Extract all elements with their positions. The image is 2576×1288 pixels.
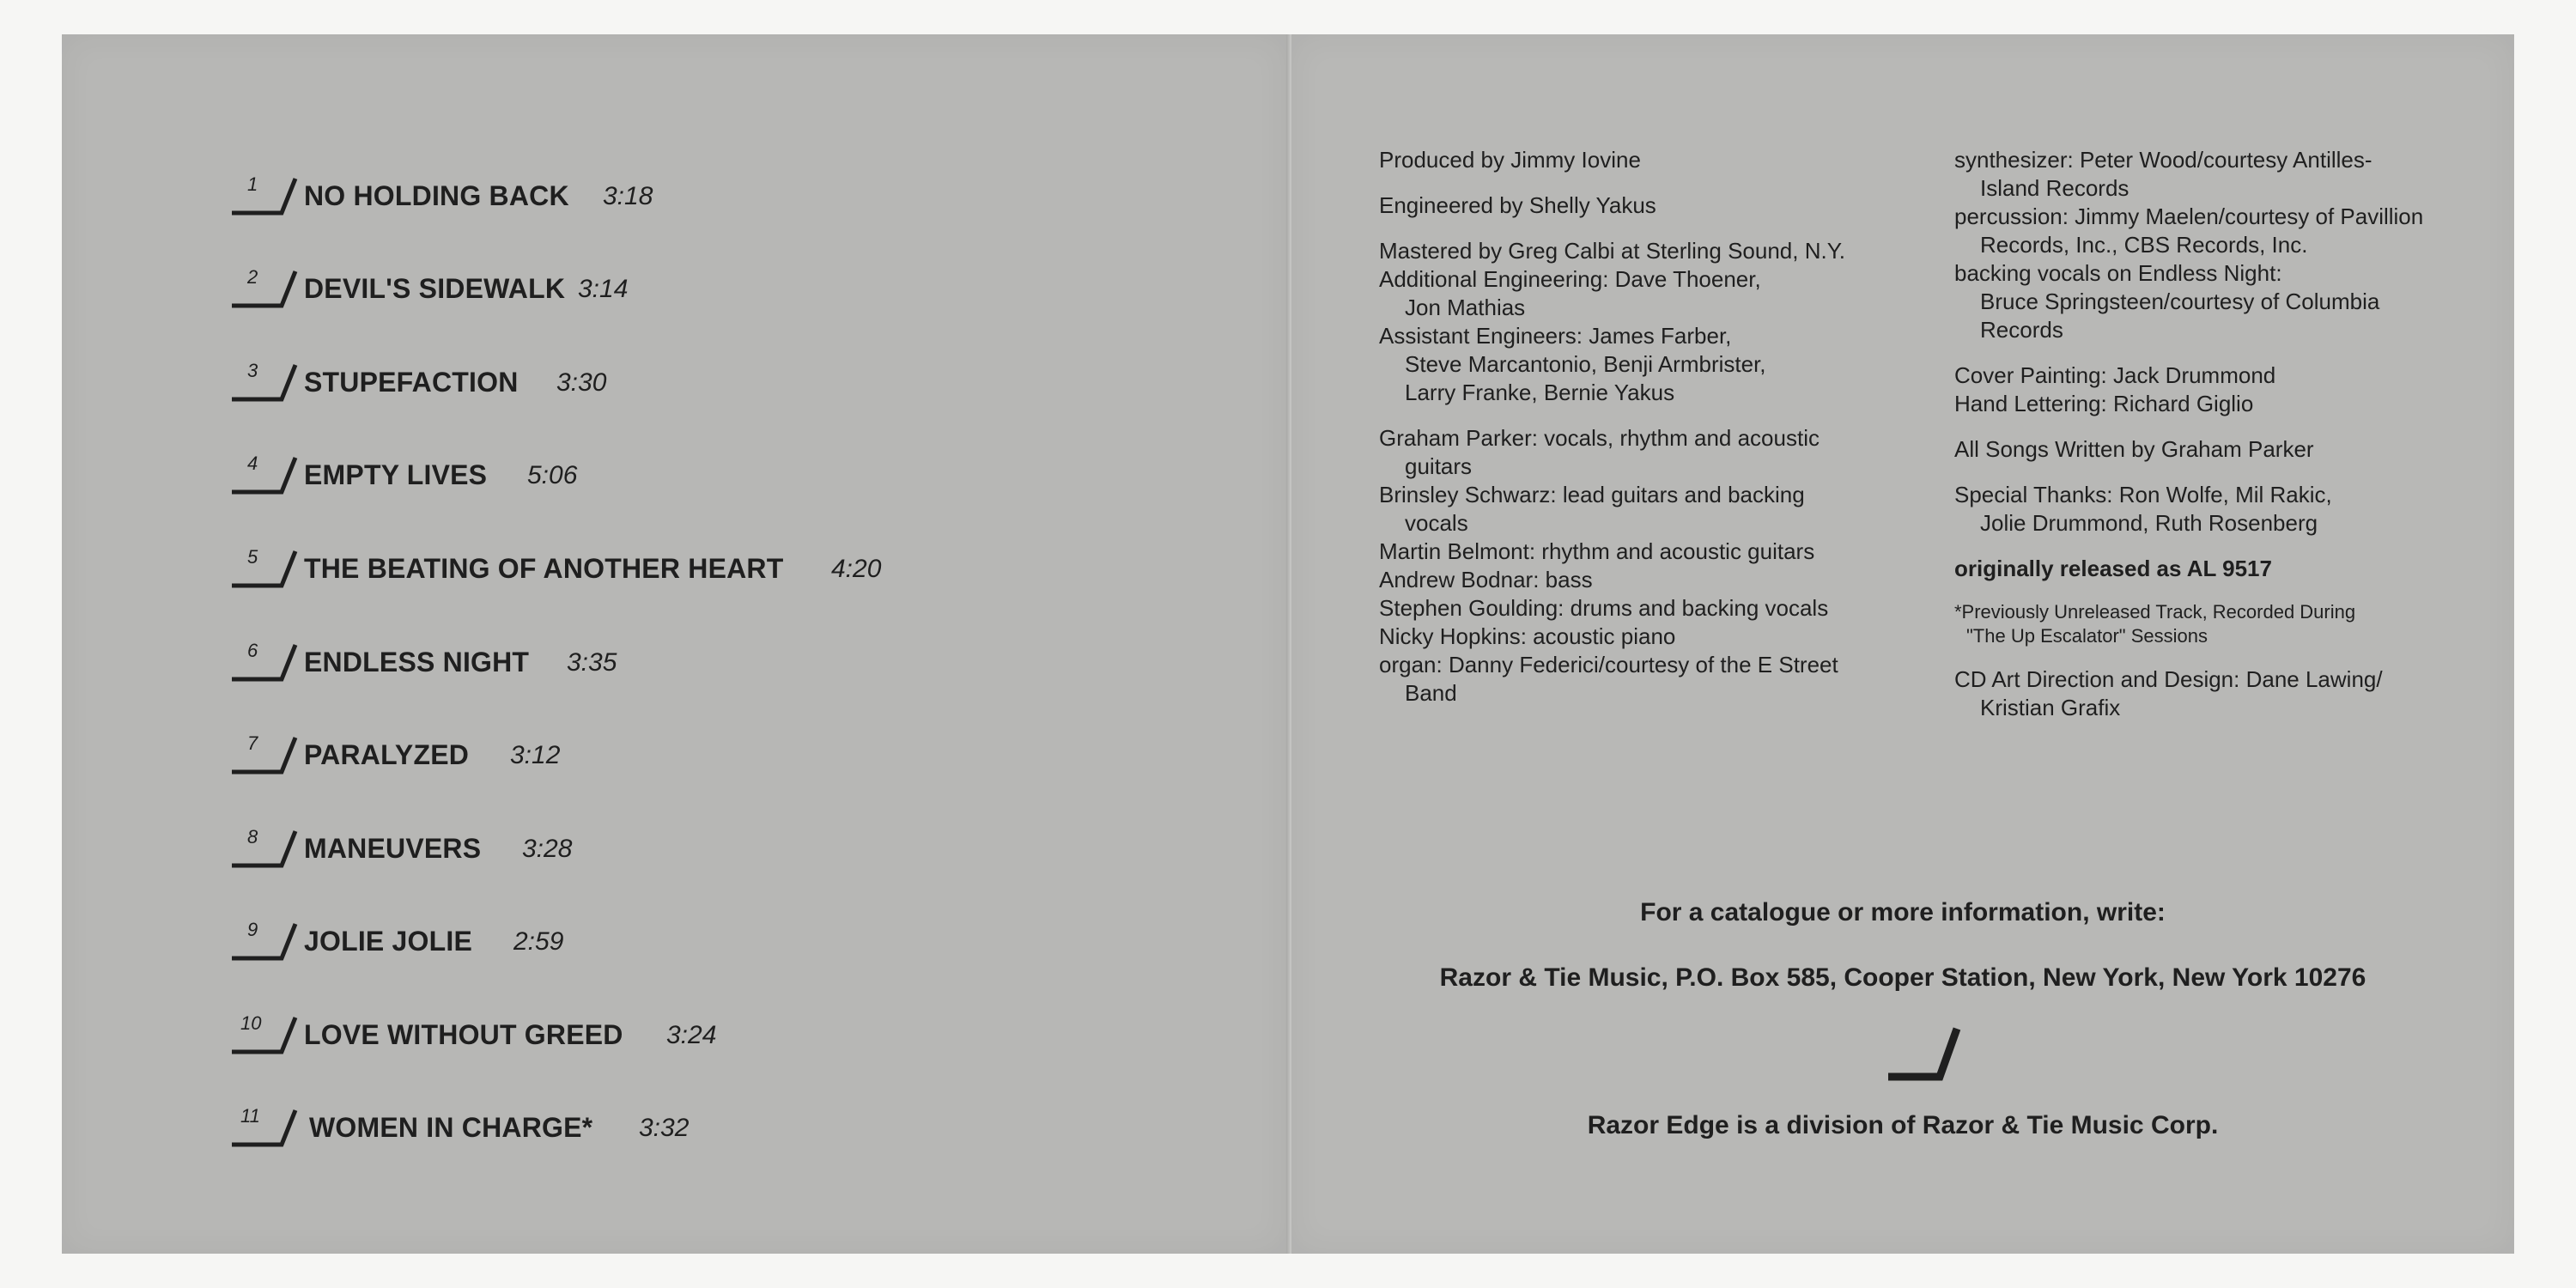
- guest-credit-cont: Records: [1980, 317, 2063, 343]
- assistant-engineers-cont: Steve Marcantonio, Benji Armbrister,: [1405, 351, 1766, 377]
- razor-mark-icon: [230, 731, 307, 782]
- track-number: 9: [247, 919, 258, 940]
- hand-lettering-credit: Hand Lettering: Richard Giglio: [1954, 391, 2254, 416]
- division-statement: Razor Edge is a division of Razor & Tie Music Corp.: [1587, 1111, 2219, 1139]
- razor-edge-logo-icon: [1885, 1022, 1988, 1091]
- footnote-cont: "The Up Escalator" Sessions: [1966, 625, 2208, 647]
- track-title: PARALYZED: [304, 739, 470, 770]
- razor-mark-icon: [230, 358, 307, 410]
- assistant-engineers-cont: Larry Franke, Bernie Yakus: [1405, 380, 1675, 405]
- musician-credit: Andrew Bodnar: bass: [1379, 567, 1593, 592]
- musician-credit: Brinsley Schwarz: lead guitars and backing: [1379, 482, 1805, 507]
- mailing-address: Razor & Tie Music, P.O. Box 585, Cooper Station, New York, New York 10276: [1439, 963, 2366, 992]
- track-time: 3:35: [567, 648, 617, 677]
- razor-mark-icon: [230, 544, 307, 596]
- musician-credit: Graham Parker: vocals, rhythm and acoustic: [1379, 425, 1820, 451]
- razor-mark-icon: [230, 638, 307, 690]
- guest-credit: synthesizer: Peter Wood/courtesy Antilles-: [1954, 147, 2372, 173]
- track-title: DEVIL'S SIDEWALK: [304, 273, 566, 304]
- musician-credit-cont: guitars: [1405, 453, 1473, 479]
- track-title: STUPEFACTION: [304, 367, 519, 398]
- additional-engineering: Additional Engineering: Dave Thoener,: [1379, 266, 1761, 292]
- track-title: NO HOLDING BACK: [304, 180, 569, 211]
- special-thanks-cont: Jolie Drummond, Ruth Rosenberg: [1980, 510, 2318, 536]
- razor-mark-icon: [230, 172, 307, 223]
- track-number: 11: [240, 1105, 260, 1127]
- razor-mark-icon: [230, 824, 307, 876]
- footnote-block: [1954, 600, 2504, 648]
- track-number: 5: [247, 546, 258, 568]
- mastering-credit: Mastered by Greg Calbi at Sterling Sound, N.Y.: [1379, 238, 1845, 264]
- track-title: EMPTY LIVES: [304, 459, 488, 490]
- track-title: THE BEATING OF ANOTHER HEART: [304, 553, 784, 584]
- additional-engineering-cont: Jon Mathias: [1405, 295, 1526, 320]
- cover-painting-credit: Cover Painting: Jack Drummond: [1954, 362, 2276, 388]
- credits-column-right: [1954, 146, 2504, 739]
- catalogue-heading: For a catalogue or more information, write:: [1640, 898, 2166, 927]
- track-time: 3:14: [578, 275, 629, 303]
- track-number: 7: [247, 732, 258, 754]
- cd-art-credit-cont: Kristian Grafix: [1980, 695, 2121, 720]
- track-title: JOLIE JOLIE: [304, 926, 473, 957]
- track-number: 1: [247, 173, 258, 195]
- credits-column-left: [1379, 146, 1894, 725]
- cd-art-credit: CD Art Direction and Design: Dane Lawing/: [1954, 666, 2383, 692]
- producer-credit: Produced by Jimmy Iovine: [1379, 147, 1641, 173]
- razor-mark-icon: [230, 917, 307, 969]
- guest-credit-cont: Bruce Springsteen/courtesy of Columbia: [1980, 289, 2380, 314]
- track-time: 2:59: [513, 927, 564, 956]
- track-time: 3:32: [639, 1114, 690, 1142]
- track-number: 10: [240, 1012, 262, 1034]
- track-title: ENDLESS NIGHT: [304, 647, 530, 677]
- track-number: 6: [247, 640, 258, 661]
- footnote: *Previously Unreleased Track, Recorded During: [1954, 601, 2356, 623]
- guest-musicians-block: [1954, 146, 2504, 344]
- razor-mark-icon: [230, 264, 307, 316]
- track-time: 3:28: [522, 835, 573, 863]
- engineer-credit: Engineered by Shelly Yakus: [1379, 192, 1656, 218]
- cd-art-block: [1954, 665, 2504, 722]
- musician-credit: Nicky Hopkins: acoustic piano: [1379, 623, 1676, 649]
- track-time: 3:30: [556, 368, 607, 397]
- track-time: 3:18: [603, 182, 653, 210]
- musicians-block: [1379, 424, 1894, 708]
- release-note: originally released as AL 9517: [1954, 556, 2272, 581]
- track-number: 2: [247, 266, 258, 288]
- musician-credit: Martin Belmont: rhythm and acoustic guitars: [1379, 538, 1815, 564]
- track-time: 5:06: [527, 461, 578, 489]
- songwriter-credit: All Songs Written by Graham Parker: [1954, 436, 2314, 462]
- thanks-block: [1954, 481, 2504, 538]
- track-title: WOMEN IN CHARGE*: [309, 1112, 593, 1143]
- track-time: 4:20: [831, 555, 882, 583]
- track-title: MANEUVERS: [304, 833, 482, 864]
- assistant-engineers: Assistant Engineers: James Farber,: [1379, 323, 1732, 349]
- guest-credit: percussion: Jimmy Maelen/courtesy of Pavillion: [1954, 204, 2424, 229]
- mastering-block: [1379, 237, 1894, 407]
- art-block: [1954, 361, 2504, 418]
- musician-credit: Stephen Goulding: drums and backing vocals: [1379, 595, 1829, 621]
- track-time: 3:24: [666, 1021, 717, 1049]
- track-number: 3: [247, 360, 258, 381]
- track-title: LOVE WITHOUT GREED: [304, 1019, 623, 1050]
- guest-credit: backing vocals on Endless Night:: [1954, 260, 2282, 286]
- razor-mark-icon: [230, 451, 307, 502]
- track-time: 3:12: [510, 741, 561, 769]
- track-number: 8: [247, 826, 258, 848]
- musician-credit-cont: vocals: [1405, 510, 1468, 536]
- track-number: 4: [247, 453, 258, 474]
- guest-credit-cont: Island Records: [1980, 175, 2129, 201]
- guest-credit-cont: Records, Inc., CBS Records, Inc.: [1980, 232, 2308, 258]
- musician-credit-cont: Band: [1405, 680, 1457, 706]
- special-thanks: Special Thanks: Ron Wolfe, Mil Rakic,: [1954, 482, 2332, 507]
- musician-credit: organ: Danny Federici/courtesy of the E Street: [1379, 652, 1838, 677]
